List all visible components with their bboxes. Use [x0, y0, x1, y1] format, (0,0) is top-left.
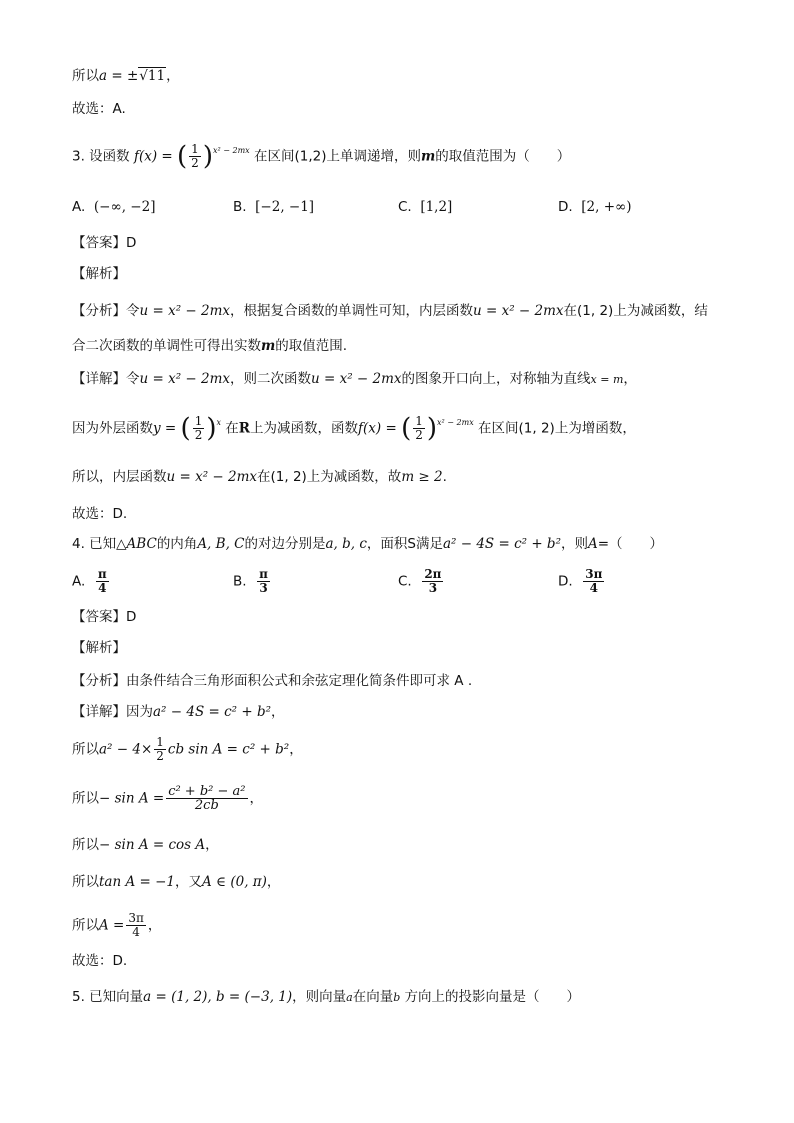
- q4-step-1: 【详解】因为a² − 4S = c² + b²，: [72, 704, 285, 720]
- q3-option-d: D. [2, +∞): [558, 199, 632, 215]
- q3-answer: 【答案】D: [72, 235, 137, 251]
- q4-answer: 【答案】D: [72, 609, 137, 625]
- q3-option-a: A. (−∞, −2]: [72, 199, 156, 215]
- q4-step-6: 所以A = $\frac{3\pi}{4}$ ，: [72, 911, 162, 939]
- q3-xiangjie-1: 【详解】令u = x² − 2mx，则二次函数u = x² − 2mx的图象开口向上，对称轴为直线x = m，: [72, 371, 637, 387]
- select-a: 故选：A.: [72, 101, 126, 117]
- q4-stem: 4. 已知△ABC的内角A, B, C的对边分别是a, b, c，面积S满足a² − 4S = c² + b²，则A=（ ）: [72, 536, 664, 552]
- q3-option-b: B. [−2, −1]: [233, 199, 315, 215]
- q4-option-c: C. $\frac{2\pi}{3}$: [398, 567, 442, 595]
- q3-jiexi: 【解析】: [72, 266, 126, 282]
- q4-option-a: A. $\frac{\pi}{4}$: [72, 567, 107, 595]
- q5-stem: 5. 已知向量a = (1, 2), b = (−3, 1)，则向量a在向量b 方向上的投影向量是（ ）: [72, 989, 581, 1005]
- line-a-value: 所以a = ±√11，: [72, 68, 180, 84]
- q3-fenxi-2: 合二次函数的单调性可得出实数m的取值范围.: [72, 338, 348, 354]
- q4-fenxi: 【分析】由条件结合三角形面积公式和余弦定理化简条件即可求 A .: [72, 673, 473, 689]
- q4-option-d: D. $\frac{3\pi}{4}$: [558, 567, 603, 595]
- q4-jiexi: 【解析】: [72, 640, 126, 656]
- q3-fenxi-1: 【分析】令u = x² − 2mx，根据复合函数的单调性可知，内层函数u = x² − 2mx在(1, 2)上为减函数，结: [72, 303, 708, 319]
- q3-option-c: C. [1,2]: [398, 199, 453, 215]
- sqrt-11: √11: [139, 68, 166, 84]
- q4-step-5: 所以tan A = −1，又A ∈ (0, π)，: [72, 874, 281, 890]
- q3-xiangjie-2: 因为外层函数y = ( $\frac{1}{2}$ )$^x$ 在R上为减函数，函数f(x) = ( $\frac{1}{2}$ )$^{x^2 - 2mx}$ 在区间(1, 2)上为增函数，: [72, 413, 636, 444]
- q3-select: 故选：D.: [72, 506, 128, 522]
- q4-step-4: 所以− sin A = cos A，: [72, 837, 219, 853]
- q3-xiangjie-3: 所以，内层函数u = x² − 2mx在(1, 2)上为减函数，故m ≥ 2.: [72, 469, 447, 485]
- q3-stem: 3. 设函数 f(x) = ( $\frac{1}{2}$ )$^{x^2 - 2mx}$ 在区间(1,2)上单调递增，则m的取值范围为（ ）: [72, 141, 571, 172]
- q4-select: 故选：D.: [72, 953, 128, 969]
- q4-step-2: 所以a² − 4× $\frac{1}{2}$ cb sin A = c² + b²，: [72, 735, 303, 763]
- q4-option-b: B. $\frac{\pi}{3}$: [233, 567, 268, 595]
- q4-step-3: 所以− sin A = $\frac{\text{c² + b² − a²}}{2cb}$ ，: [72, 784, 263, 813]
